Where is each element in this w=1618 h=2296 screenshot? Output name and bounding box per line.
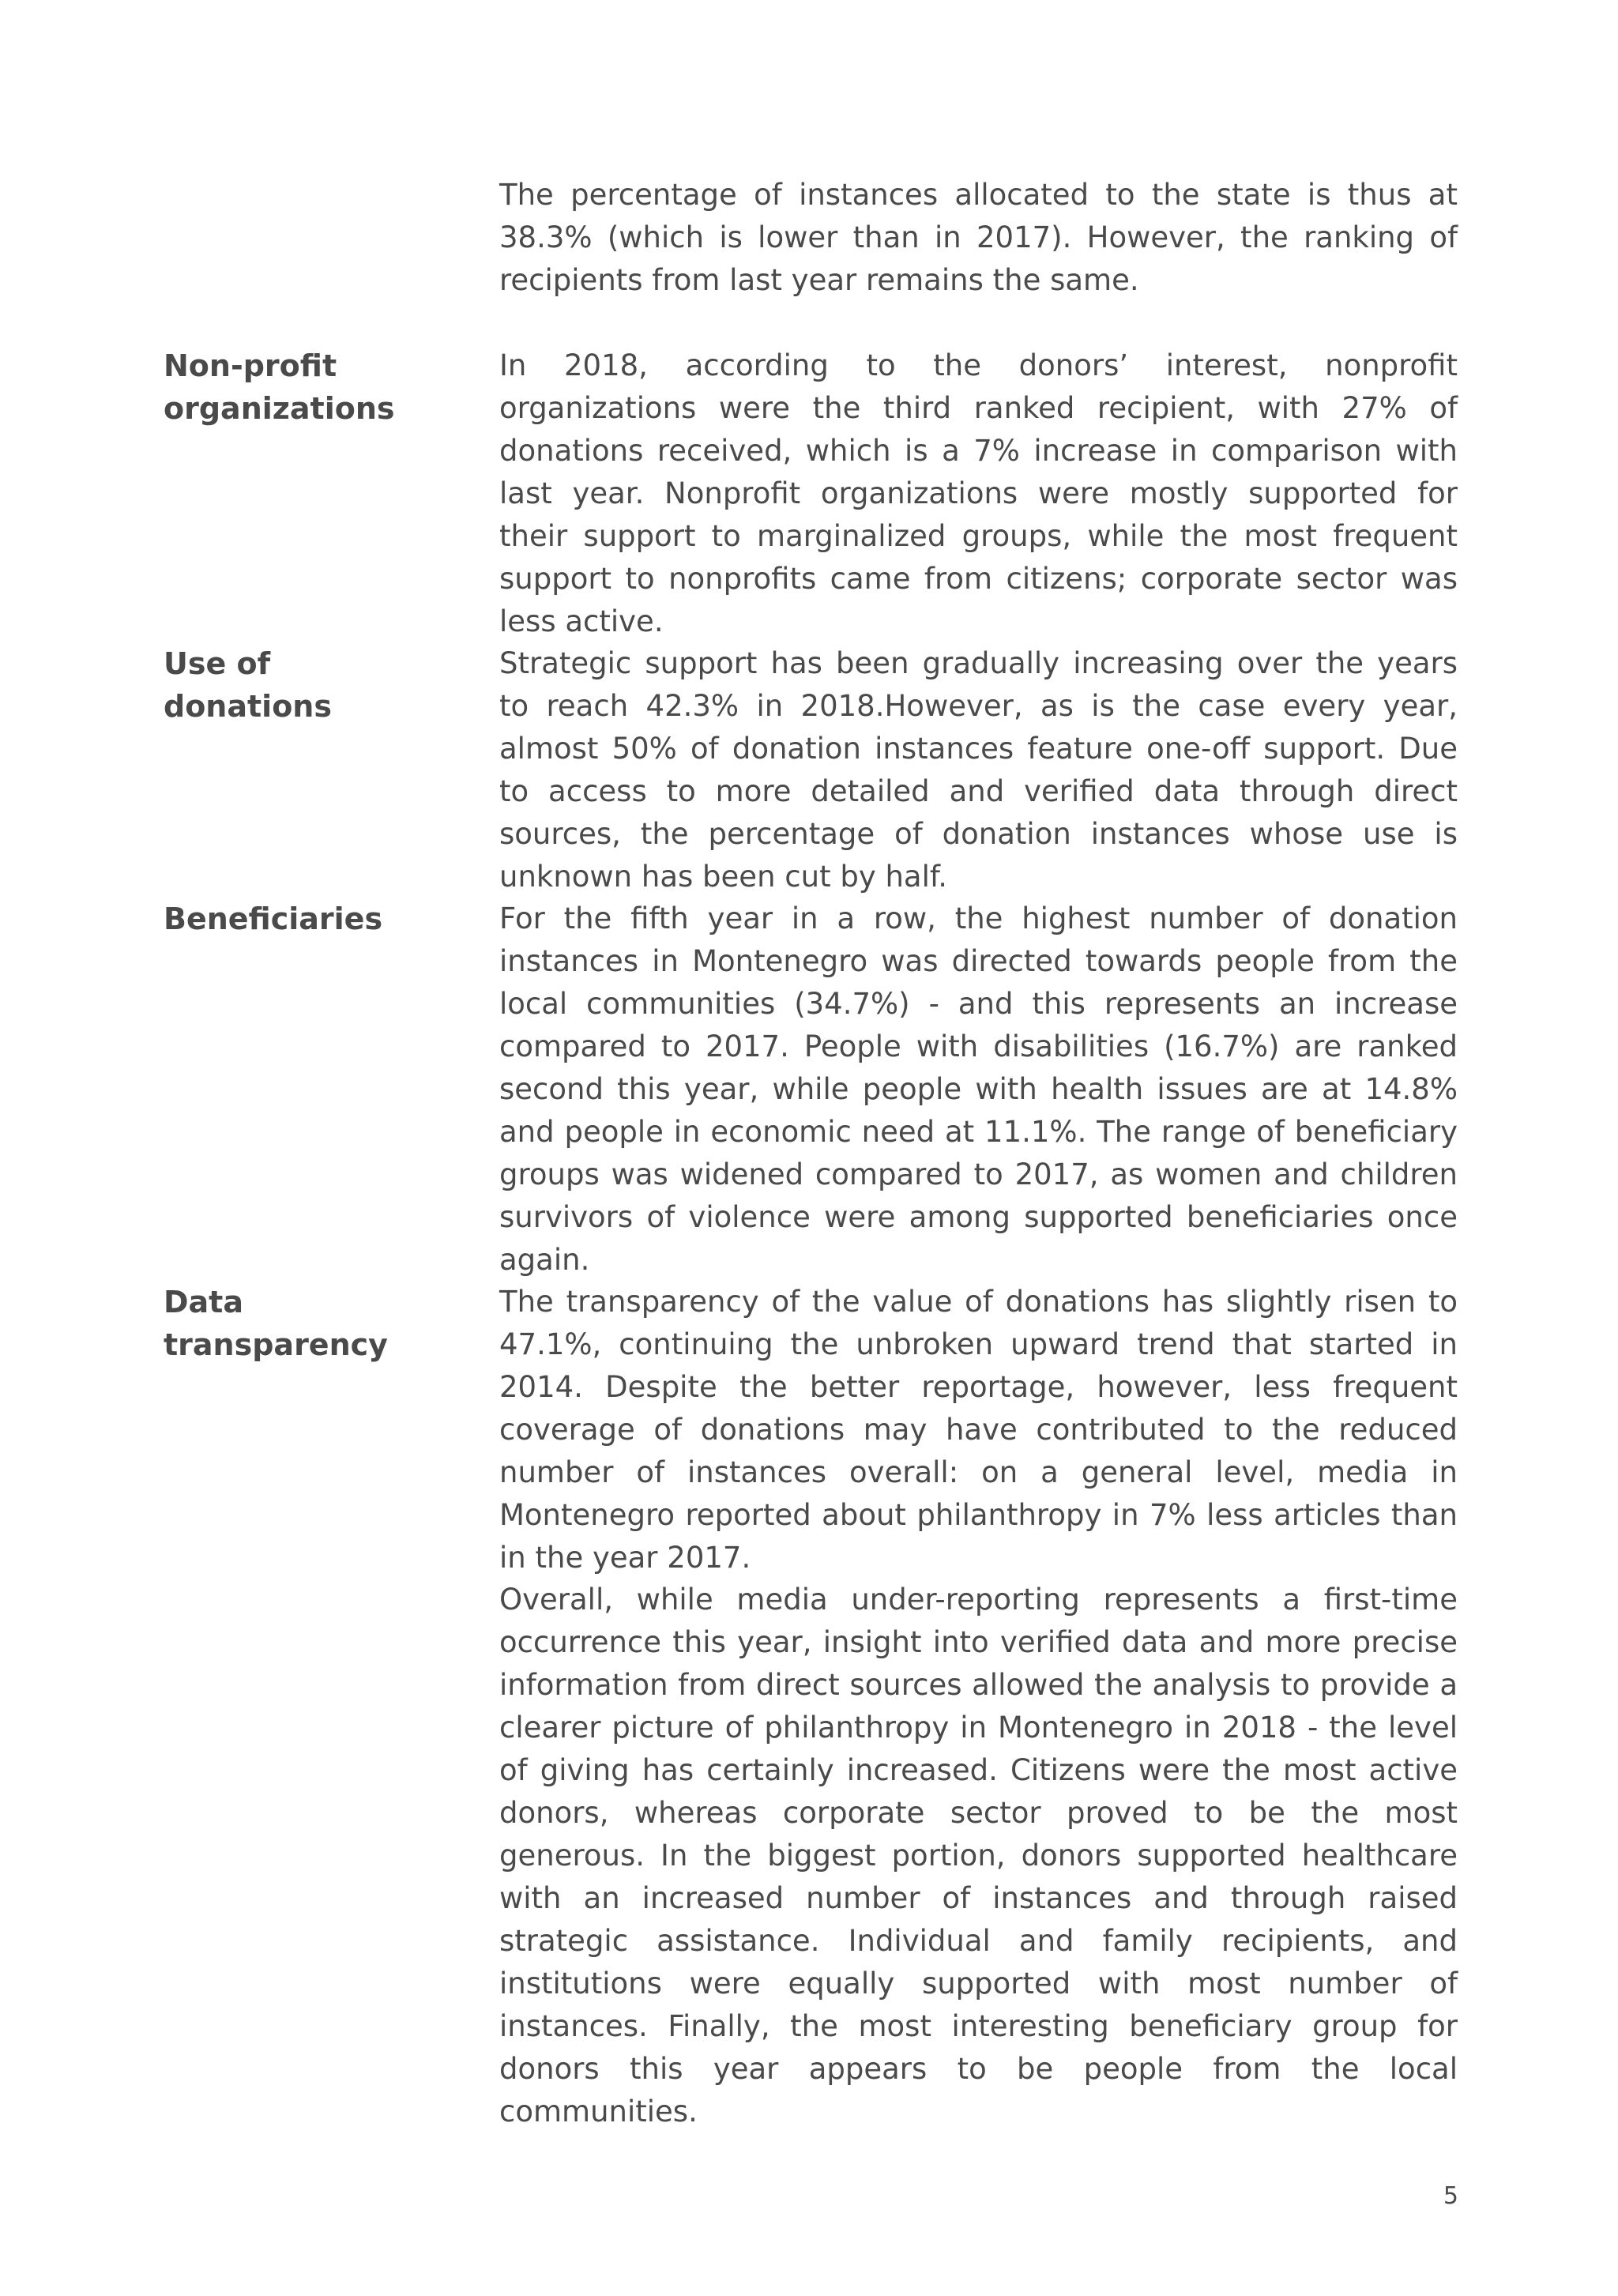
- intro-paragraph: The percentage of instances allocated to the state is thus at 38.3% (which is lower than in 2017). However, the ranking of recipients from last year remains the same.: [499, 178, 1458, 297]
- section-label-beneficiaries: Beneficiaries: [164, 901, 383, 936]
- section-paragraph-data-transparency: The transparency of the value of donations has slightly risen to 47.1%, continuing the unbroken upward trend that started in 2014. Despite the better reportage, however, less frequent coverage of donations may have contributed to the reduced number of instances overall: on a general level, media in Montenegro reported about philanthropy in 7% less articles than in the year 2017.: [499, 1285, 1458, 1575]
- section-paragraph-use-of-donations: Strategic support has been gradually increasing over the years to reach 42.3% in 2018.However, as is the case every year, almost 50% of donation instances feature one-off support. Due to access to more detailed and verified data through direct sources, the percentage of donation instances whose use is unknown has been cut by half.: [499, 646, 1458, 894]
- section-label-use-of-donations: Use of donations: [164, 646, 332, 724]
- section-paragraph-beneficiaries: For the fifth year in a row, the highest number of donation instances in Montenegro was directed towards people from the local communities (34.7%) - and this represents an increase compared to 2017. People with disabilities (16.7%) are ranked second this year, while people with health issues are at 14.8% and people in economic need at 11.1%. The range of beneficiary groups was widened compared to 2017, as women and children survivors of violence were among supported beneficiaries once again.: [499, 901, 1458, 1277]
- section-paragraph-nonprofit: In 2018, according to the donors’ interest, nonprofit organizations were the third ranked recipient, with 27% of donations received, which is a 7% increase in comparison with last year. Nonprofit organizations were mostly supported for their support to marginalized groups, while the most frequent support to nonprofits came from citizens; corporate sector was less active.: [499, 348, 1458, 638]
- section-label-data-transparency: Data transparency: [164, 1285, 388, 1362]
- page-number: 5: [1443, 2182, 1458, 2210]
- section-label-nonprofit: Non-profit organizations: [164, 348, 395, 426]
- overall-paragraph: Overall, while media under-reporting represents a first-time occurrence this year, insight into verified data and more precise information from direct sources allowed the analysis to provide a clearer picture of philanthropy in Montenegro in 2018 - the level of giving has certainly increased. Citizens were the most active donors, whereas corporate sector proved to be the most generous. In the biggest portion, donors supported healthcare with an increased number of instances and through raised strategic assistance. Individual and family recipients, and institutions were equally supported with most number of instances. Finally, the most interesting beneficiary group for donors this year appears to be people from the local communities.: [499, 1583, 1458, 2129]
